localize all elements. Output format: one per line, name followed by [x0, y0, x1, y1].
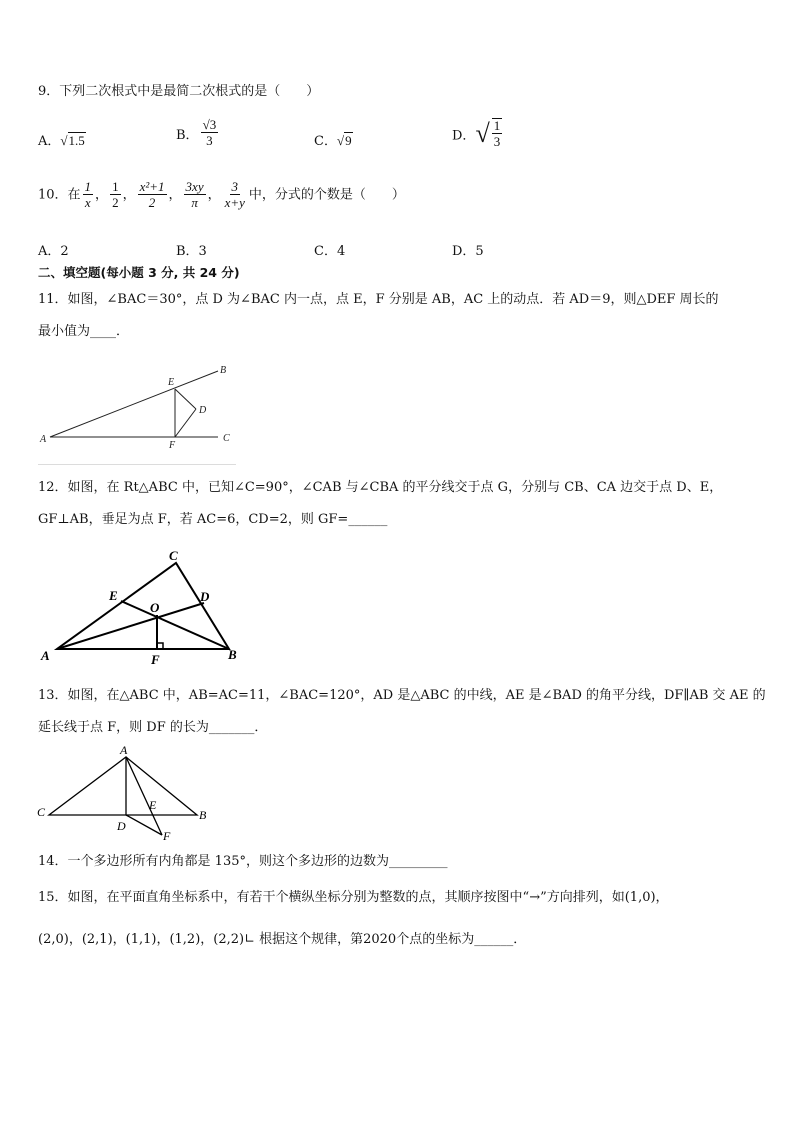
q10-suffix: 中，分式的个数是（ ） [248, 187, 405, 203]
q11-line2: 最小值为____． [38, 324, 130, 339]
q10-option-b: B．3 [176, 244, 207, 259]
q10-option-d: D．5 [452, 244, 484, 259]
q13-line2: 延长线于点 F，则 DF 的长为_______． [38, 720, 268, 735]
q9-option-c-root: √9 [336, 133, 352, 148]
q12-line1: 12．如图，在 Rt△ABC 中，已知∠C=90°，∠CAB 与∠CBA 的平分线交于点 G，分别与 CB、CA 边交于点 D、E， [38, 480, 723, 495]
q9-option-d-root-sign: √ [475, 118, 490, 148]
q12-line2: GF⊥AB，垂足为点 F，若 AC=6，CD=2，则 GF=______ [38, 512, 388, 527]
q9-option-b-frac [201, 118, 219, 149]
q12-label-f: F [151, 652, 160, 667]
q9-option-a [38, 130, 86, 149]
q10-frac-1-num: 1 [84, 179, 92, 194]
q12-label-a: A [41, 648, 50, 663]
q13-figure [34, 742, 214, 842]
q9-option-a-radicand: 1.5 [68, 133, 85, 148]
q12-triangle-abc [57, 563, 229, 649]
q13-label-b: B [199, 808, 207, 822]
q9-option-c [314, 130, 353, 149]
q10-stem: 10．在 $\frac{1}{x}$ ， $\frac{1}{2}$ ， $\frac{\text{x²+1}}{2}$ ， $\frac{3xy}{\pi}$ ， $\frac{3}{x+y}$ 中，分式的个数是（ ） [38, 179, 405, 211]
q10-frac-3-den: 2 [148, 195, 156, 211]
q10-frac-4-num: 3xy [185, 179, 204, 194]
q12-label-e: E [109, 588, 118, 603]
q13-line-df [126, 815, 162, 835]
q12-label-b: B [228, 647, 237, 662]
q13-label-f: F [163, 829, 171, 842]
q9-option-a-root: √1.5 [60, 133, 85, 148]
q11-label-a: A [40, 434, 47, 445]
q9-option-d-num: 1 [493, 118, 501, 133]
q13-label-a: A [120, 743, 128, 757]
q9-stem: 9．下列二次根式中是最简二次根式的是（ ） [38, 84, 320, 99]
q9-option-d-frac [492, 118, 503, 150]
q10-frac-1-den: x [84, 195, 91, 211]
q12-line-be [121, 601, 229, 649]
q9-option-b-label: B． [176, 127, 199, 143]
q10-option-c: C．4 [314, 244, 346, 259]
q13-line-af [126, 757, 162, 835]
q12-label-d: D [200, 589, 210, 604]
q10-frac-5 [223, 180, 247, 211]
section-2-heading: 二、填空题(每小题 3 分, 共 24 分) [38, 265, 240, 280]
q13-triangle-abc [49, 757, 197, 815]
q13-label-c: C [37, 805, 46, 819]
q12-label-o: O [150, 600, 160, 615]
q13-line1: 13．如图，在△ABC 中，AB=AC=11，∠BAC=120°，AD 是△ABC 的中线，AE 是∠BAD 的角平分线，DF∥AB 交 AE 的 [38, 688, 766, 703]
q11-label-d: D [199, 405, 207, 416]
q12-line-ad [57, 603, 204, 649]
q10-frac-1 [83, 180, 94, 211]
q10-frac-5-den: x+y [224, 195, 245, 211]
q9-option-d-den: 3 [493, 134, 501, 150]
q9-option-b [176, 118, 220, 149]
q11-line-ab [50, 371, 218, 437]
q10-frac-2-num: 1 [112, 179, 119, 194]
q9-option-d-label: D． [452, 128, 476, 144]
q11-figure [36, 360, 246, 450]
q9-option-b-num: √3 [202, 117, 217, 132]
q9-option-d [452, 118, 504, 150]
q10-frac-2 [110, 180, 121, 211]
q10-frac-5-num: 3 [231, 179, 239, 194]
q9-option-b-den: 3 [206, 133, 213, 149]
q15-line1: 15．如图，在平面直角坐标系中，有若干个横纵坐标分别为整数的点，其顺序按图中“→”方向排列，如(1,0)， [38, 890, 669, 905]
q14-line1: 14．一个多边形所有内角都是 135°，则这个多边形的边数为_________ [38, 854, 448, 869]
q11-line1: 11．如图，∠BAC＝30°，点 D 为∠BAC 内一点，点 E，F 分别是 AB，AC 上的动点．若 AD＝9，则△DEF 周长的 [38, 292, 719, 307]
divider [38, 464, 236, 465]
q15-line2: (2,0)，(2,1)，(1,1)，(1,2)，(2,2)∟ 根据这个规律，第2020个点的坐标为______． [38, 932, 527, 947]
q10-prefix: 10．在 [38, 187, 81, 203]
q10-frac-3 [138, 180, 167, 211]
q9-option-a-label: A． [38, 134, 61, 149]
q10-frac-4 [184, 180, 206, 211]
q11-line-ed [175, 389, 196, 409]
q13-label-e: E [149, 798, 157, 812]
q11-line-df [175, 409, 196, 437]
q9-option-c-label: C． [314, 134, 337, 149]
q10-option-a: A．2 [38, 244, 69, 259]
q10-frac-2-den: 2 [112, 195, 119, 211]
q12-figure [36, 545, 246, 667]
q11-label-b: B [220, 365, 227, 376]
q11-label-f: F [169, 440, 176, 450]
q10-frac-4-den: π [191, 195, 198, 211]
q11-label-e: E [168, 377, 175, 388]
q13-label-d: D [117, 819, 126, 833]
q11-label-c: C [223, 433, 230, 444]
q9-option-c-radicand: 9 [345, 133, 352, 148]
q10-frac-3-num: x²+1 [139, 179, 165, 194]
q12-label-c: C [169, 548, 178, 563]
